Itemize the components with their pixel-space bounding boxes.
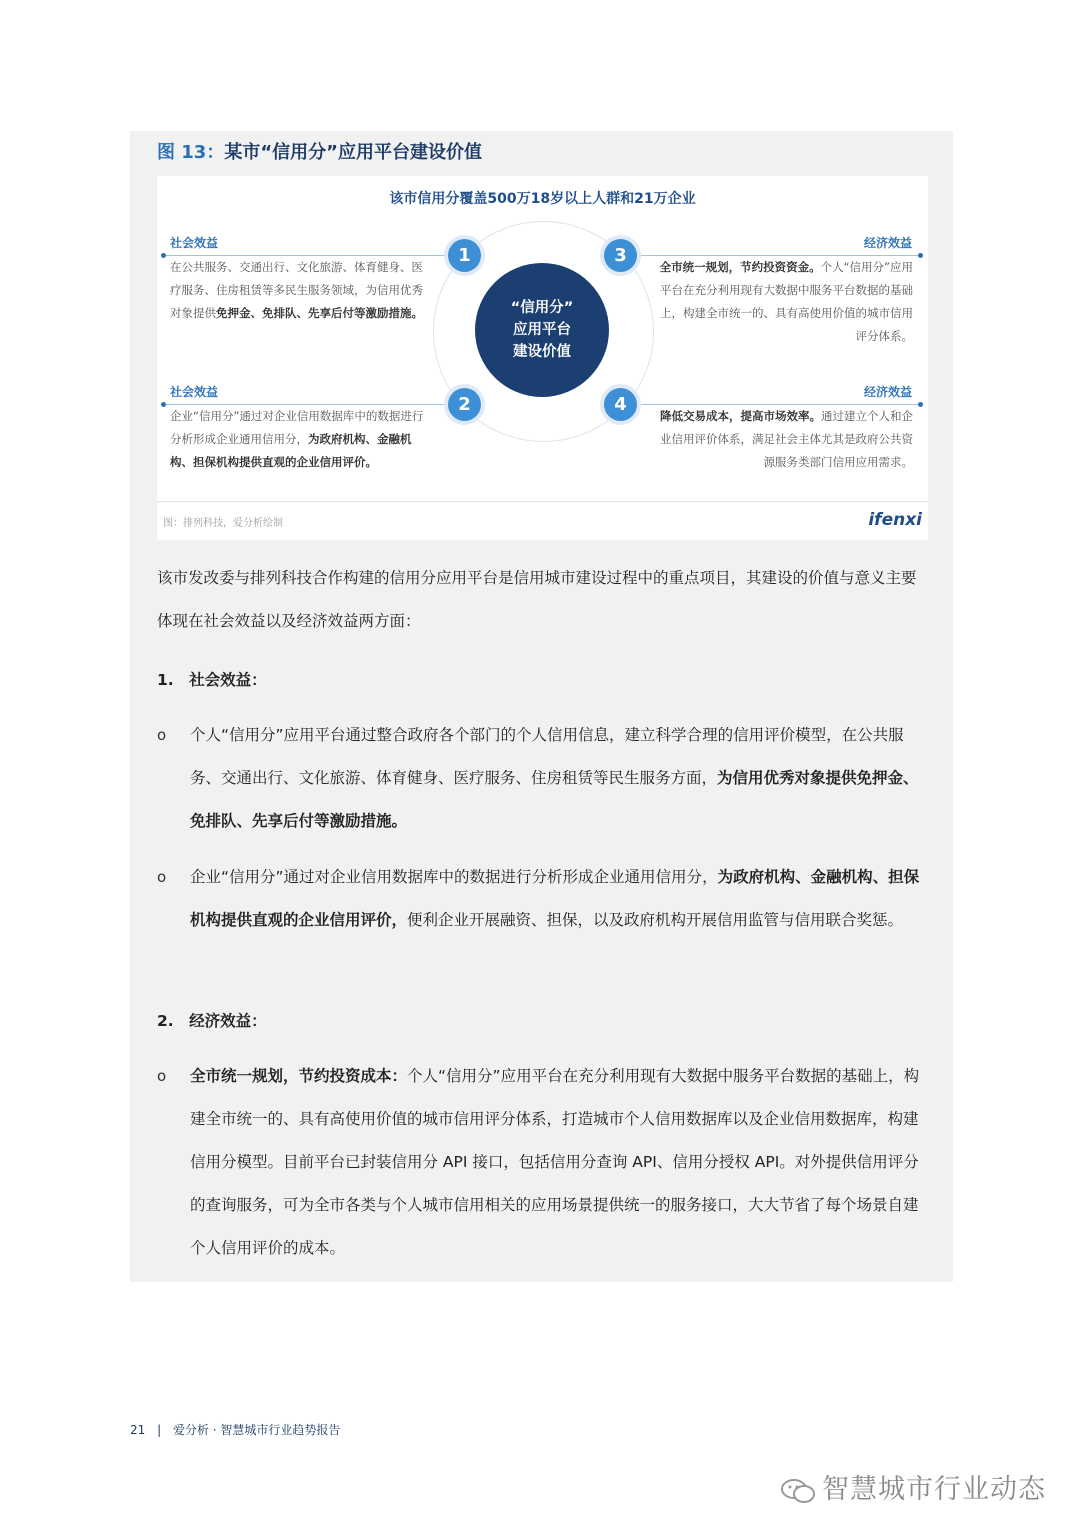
figure-header: 该市信用分覆盖500万18岁以上人群和21万企业 xyxy=(389,191,696,207)
block-4-title: 经济效益 xyxy=(863,385,912,399)
section-1-heading: 1. 社会效益： xyxy=(157,671,267,689)
bullet-icon: o xyxy=(157,1067,167,1085)
block-1-title: 社会效益 xyxy=(170,236,219,250)
section-1-item-2 xyxy=(190,856,928,942)
bullet-icon: o xyxy=(157,726,167,744)
badge-1: 1 xyxy=(448,239,481,272)
s2-item1-text: 个人“信用分”应用平台在充分利用现有大数据中服务平台数据的基础上，构建全市统一的、具有高使用价值的城市信用评分体系，打造城市个人信用数据库以及企业信用数据库，构建信用分模型。目前平台已封装信用分 API 接口，包括信用分查询 API、信用分授权 API。对外提供信用评分的查询服务，可为全市各类与个人城市信用相关的应用场景提供统一的服务接口，大大节省了每个场景自建个人信用评价的成本。 xyxy=(190,1067,920,1257)
section-2-item-1 xyxy=(190,1055,928,1270)
bullet-icon: o xyxy=(157,868,167,886)
block-3-title: 经济效益 xyxy=(863,236,912,250)
footer-separator: | xyxy=(157,1423,162,1437)
connector-dot-4 xyxy=(918,402,923,407)
center-line-1: “信用分” xyxy=(510,300,574,316)
block-3-text-post: 个人“信用分”应用平台在充分利用现有大数据中服务平台数据的基础上，构建全市统一的、具有高使用价值的城市信用评分体系。 xyxy=(660,260,913,343)
figure-source: 图：排列科技，爱分析绘制 xyxy=(163,518,283,529)
badge-2: 2 xyxy=(448,388,481,421)
page-number: 21 xyxy=(130,1423,146,1437)
footer-text: 爱分析 · 智慧城市行业趋势报告 xyxy=(172,1423,341,1437)
block-4-text-post: 通过建立个人和企业信用评价体系，满足社会主体尤其是政府公共资源服务类部门信用应用需求。 xyxy=(660,409,913,469)
block-1-text-bold: 免押金、免排队、先享后付等激励措施。 xyxy=(216,306,423,320)
page-footer xyxy=(130,1421,340,1438)
wechat-icon xyxy=(780,1477,816,1505)
s1-item2-bold: 为政府机构、金融机构、担保机构提供直观的企业信用评价， xyxy=(190,868,920,929)
block-3-text-bold: 全市统一规划，节约投资资金。 xyxy=(659,260,821,274)
block-4-text-bold: 降低交易成本，提高市场效率。 xyxy=(660,409,821,423)
section-2-heading: 2. 经济效益： xyxy=(157,1012,267,1030)
block-1-text-pre: 在公共服务、交通出行、文化旅游、体育健身、医疗服务、住房租赁等多民生服务领域，为信用优秀对象提供 xyxy=(170,260,423,320)
s1-item2-text: 企业“信用分”通过对企业信用数据库中的数据进行分析形成企业通用信用分， xyxy=(190,868,718,886)
center-circle xyxy=(475,263,609,397)
watermark xyxy=(780,1467,1046,1506)
figure-label: 图 13： xyxy=(157,142,225,163)
center-line-3: 建设价值 xyxy=(513,344,571,360)
figure-divider xyxy=(157,501,928,502)
section-1-item-1 xyxy=(190,714,928,843)
s1-item1-text: 个人“信用分”应用平台通过整合政府各个部门的个人信用信息，建立科学合理的信用评价模型，在公共服务、交通出行、文化旅游、体育健身、医疗服务、住房租赁等民生服务方面， xyxy=(190,726,904,787)
badge-3: 3 xyxy=(604,239,637,272)
center-line-2: 应用平台 xyxy=(513,322,571,338)
watermark-text: 智慧城市行业动态 xyxy=(822,1474,1046,1505)
figure-title xyxy=(157,138,482,164)
s2-item1-bold: 全市统一规划，节约投资成本： xyxy=(190,1067,408,1085)
connector-dot-1 xyxy=(161,253,166,258)
intro-paragraph: 该市发改委与排列科技合作构建的信用分应用平台是信用城市建设过程中的重点项目，其建设的价值与意义主要体现在社会效益以及经济效益两方面： xyxy=(157,569,917,630)
s1-item1-bold: 为信用优秀对象提供免押金、免排队、先享后付等激励措施。 xyxy=(190,769,919,830)
block-2-text-bold: 为政府机构、金融机构、担保机构提供直观的企业信用评价。 xyxy=(170,432,412,469)
block-2-title: 社会效益 xyxy=(170,385,219,399)
block-2-text-pre: 企业“信用分”通过对企业信用数据库中的数据进行分析形成企业通用信用分， xyxy=(170,409,424,446)
block-3-text xyxy=(657,256,913,348)
ifenxi-logo: ifenxi xyxy=(868,510,922,530)
block-4-text xyxy=(657,405,913,474)
connector-dot-2 xyxy=(161,402,166,407)
block-2-text xyxy=(170,405,426,474)
s1-item2-post: 便利企业开展融资、担保，以及政府机构开展信用监管与信用联合奖惩。 xyxy=(407,911,904,929)
badge-4: 4 xyxy=(604,388,637,421)
figure-title-text: 某市“信用分”应用平台建设价值 xyxy=(224,142,482,163)
block-1-text xyxy=(170,256,426,325)
figure-card xyxy=(157,176,928,540)
connector-dot-3 xyxy=(918,253,923,258)
